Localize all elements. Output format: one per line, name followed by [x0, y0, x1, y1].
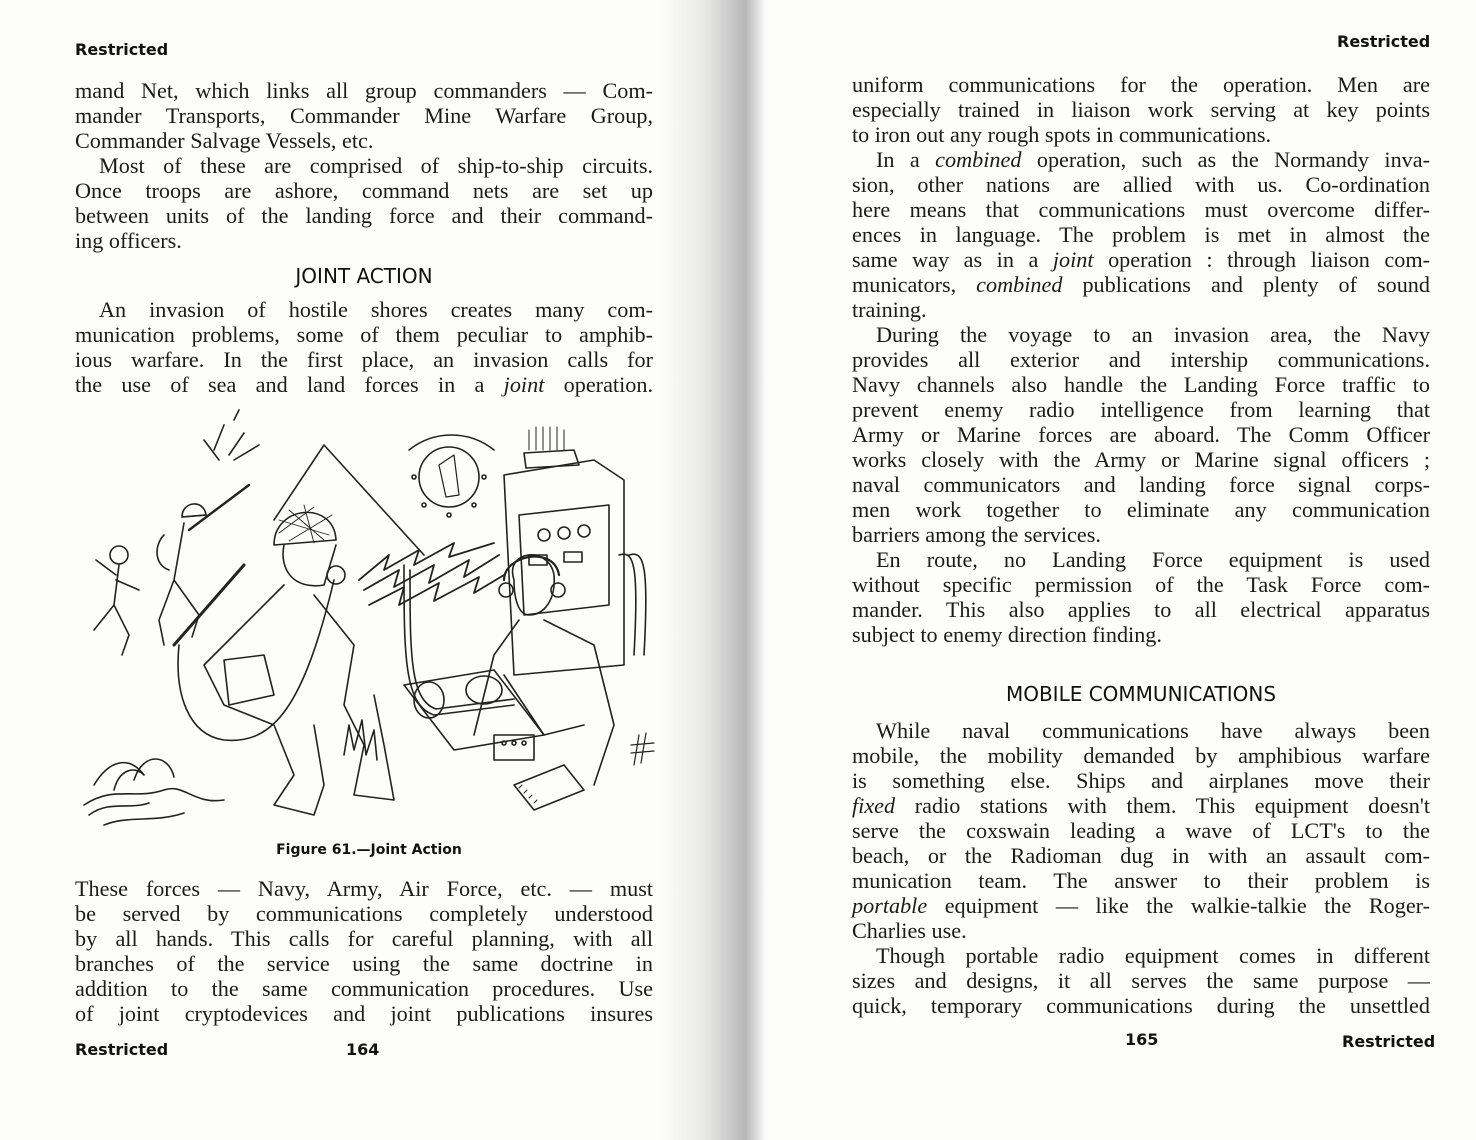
text-line: ious warfare. In the first place, an invasion calls for — [75, 347, 653, 372]
text-line: beach, or the Radioman dug in with an assault com- — [852, 843, 1430, 868]
text-line: naval communicators and landing force signal corps- — [852, 472, 1430, 497]
kneeling-soldier-radio-operator — [174, 505, 394, 815]
text-line: An invasion of hostile shores creates many com- — [99, 297, 653, 322]
text-line: sion, other nations are allied with us. Co-ordination — [852, 172, 1430, 197]
text-line: branches of the service using the same doctrine in — [75, 951, 653, 976]
figure-61-illustration — [74, 405, 664, 835]
text-line: mander. This also applies to all electrical apparatus — [852, 597, 1430, 622]
page-number: 164 — [346, 1040, 380, 1059]
section-heading-mobile-communications: MOBILE COMMUNICATIONS — [1005, 682, 1277, 706]
text-line — [852, 147, 1430, 172]
text-line — [852, 793, 1430, 818]
text-line — [852, 272, 1430, 297]
italic-emphasis: fixed — [852, 793, 896, 818]
joint-action-illustration — [74, 405, 664, 835]
text-line: ences in language. The problem is met in almost the — [852, 222, 1430, 247]
text-line: Once troops are ashore, command nets are set up — [75, 178, 653, 203]
text-line: men work together to eliminate any communication — [852, 497, 1430, 522]
grass-stroke — [84, 789, 224, 805]
text-run: publications and plenty of sound — [1062, 272, 1430, 297]
typewriter — [404, 670, 544, 760]
text-line: without specific permission of the Task Force com- — [852, 572, 1430, 597]
page-165 — [770, 0, 1476, 1140]
footer-restricted: Restricted — [1342, 1032, 1436, 1051]
text-line: mobile, the mobility demanded by amphibious warfare — [852, 743, 1430, 768]
italic-emphasis: combined — [976, 272, 1063, 297]
text-line: sizes and designs, it all serves the same purpose — — [852, 968, 1430, 993]
paragraph — [852, 718, 1430, 943]
grass-stroke — [344, 720, 377, 760]
text-line: Navy channels also handle the Landing Force traffic to — [852, 372, 1430, 397]
text-line: quick, temporary communications during the unsettled — [852, 993, 1430, 1018]
text-line: training. — [852, 297, 927, 322]
radioman-with-headphones — [474, 555, 614, 785]
spiral-notebook — [514, 765, 584, 810]
text-line: mander Transports, Commander Mine Warfare Group, — [75, 103, 653, 128]
text-line: uniform communications for the operation. Men are — [852, 72, 1430, 97]
artist-signature — [631, 733, 654, 765]
radio-pack — [224, 655, 274, 705]
text-run: operation : through liaison com- — [1093, 247, 1430, 272]
italic-emphasis: joint — [503, 372, 545, 397]
grass-stroke — [89, 803, 184, 825]
footer-restricted: Restricted — [75, 1040, 169, 1059]
porthole-window — [409, 435, 494, 517]
text-run: same way as in a — [852, 247, 1053, 272]
italic-emphasis: combined — [935, 147, 1022, 172]
figure-caption: Figure 61.—Joint Action — [276, 842, 462, 858]
text-line: These forces — Navy, Army, Air Force, etc. — must — [75, 876, 653, 901]
text-line: Commander Salvage Vessels, etc. — [75, 128, 374, 153]
antenna-wire — [274, 445, 424, 555]
text-run: equipment — like the walkie-talkie the Roger- — [927, 893, 1430, 918]
text-line: addition to the same communication procedures. Use — [75, 976, 653, 1001]
text-line: here means that communications must overcome differ- — [852, 197, 1430, 222]
radio-console — [504, 427, 646, 675]
text-line: to iron out any rough spots in communications. — [852, 122, 1272, 147]
text-run: municators, — [852, 272, 977, 297]
text-line: works closely with the Army or Marine signal officers ; — [852, 447, 1430, 472]
grass-tuft — [94, 763, 144, 790]
explosion-lines — [204, 410, 259, 460]
soldier-with-rifle — [157, 485, 249, 645]
paragraph — [75, 876, 653, 1026]
text-line: subject to enemy direction finding. — [852, 622, 1162, 647]
text-line: Most of these are comprised of ship-to-ship circuits. — [99, 153, 653, 178]
text-line: While naval communications have always been — [876, 718, 1430, 743]
text-line: by all hands. This calls for careful planning, with all — [75, 926, 653, 951]
text-line: prevent enemy radio intelligence from learning that — [852, 397, 1430, 422]
paragraph — [75, 153, 653, 253]
text-line: Army or Marine forces are aboard. The Comm Officer — [852, 422, 1430, 447]
text-run: In a — [876, 147, 936, 172]
paragraph — [852, 147, 1430, 322]
text-line: mand Net, which links all group commanders — Com- — [75, 78, 653, 103]
text-line: be served by communications completely understood — [75, 901, 653, 926]
text-run: operation. — [544, 372, 653, 397]
body-text-bottom — [75, 876, 653, 1026]
text-line: During the voyage to an invasion area, the Navy — [876, 322, 1430, 347]
body-text-joint-action — [75, 297, 653, 397]
paragraph — [75, 297, 653, 397]
body-text-top — [75, 78, 653, 253]
text-run: radio stations with them. This equipment doesn't — [895, 793, 1430, 818]
running-head-restricted: Restricted — [75, 40, 169, 59]
text-line: provides all exterior and intership communications. — [852, 347, 1430, 372]
body-text-top — [852, 72, 1430, 647]
paragraph — [852, 547, 1430, 647]
running-head-restricted: Restricted — [1337, 32, 1431, 51]
text-line: munication problems, some of them peculiar to amphib- — [75, 322, 653, 347]
section-heading-joint-action: JOINT ACTION — [295, 264, 433, 288]
paragraph — [852, 943, 1430, 1018]
text-line — [852, 247, 1430, 272]
text-line: ing officers. — [75, 228, 182, 253]
text-line: Though portable radio equipment comes in different — [876, 943, 1430, 968]
paragraph — [852, 72, 1430, 147]
text-line: munication team. The answer to their problem is — [852, 868, 1430, 893]
text-line — [75, 372, 653, 397]
text-line: of joint cryptodevices and joint publications insures — [75, 1001, 653, 1026]
running-soldier — [94, 546, 139, 655]
text-line — [852, 893, 1430, 918]
radio-wave-bolts — [359, 543, 504, 605]
text-line: especially trained in liaison work serving at key points — [852, 97, 1430, 122]
page-number: 165 — [1125, 1030, 1159, 1049]
paragraph — [75, 78, 653, 153]
text-line: Charlies use. — [852, 918, 967, 943]
text-run: operation, such as the Normandy inva- — [1021, 147, 1430, 172]
text-line: between units of the landing force and their command- — [75, 203, 653, 228]
text-line: is something else. Ships and airplanes move their — [852, 768, 1430, 793]
text-line: En route, no Landing Force equipment is used — [876, 547, 1430, 572]
text-run: the use of sea and land forces in a — [75, 372, 504, 397]
italic-emphasis: portable — [852, 893, 928, 918]
text-line: barriers among the services. — [852, 522, 1101, 547]
paragraph — [852, 322, 1430, 547]
body-text-mobile — [852, 718, 1430, 1018]
italic-emphasis: joint — [1052, 247, 1094, 272]
text-line: serve the coxswain leading a wave of LCT's to the — [852, 818, 1430, 843]
